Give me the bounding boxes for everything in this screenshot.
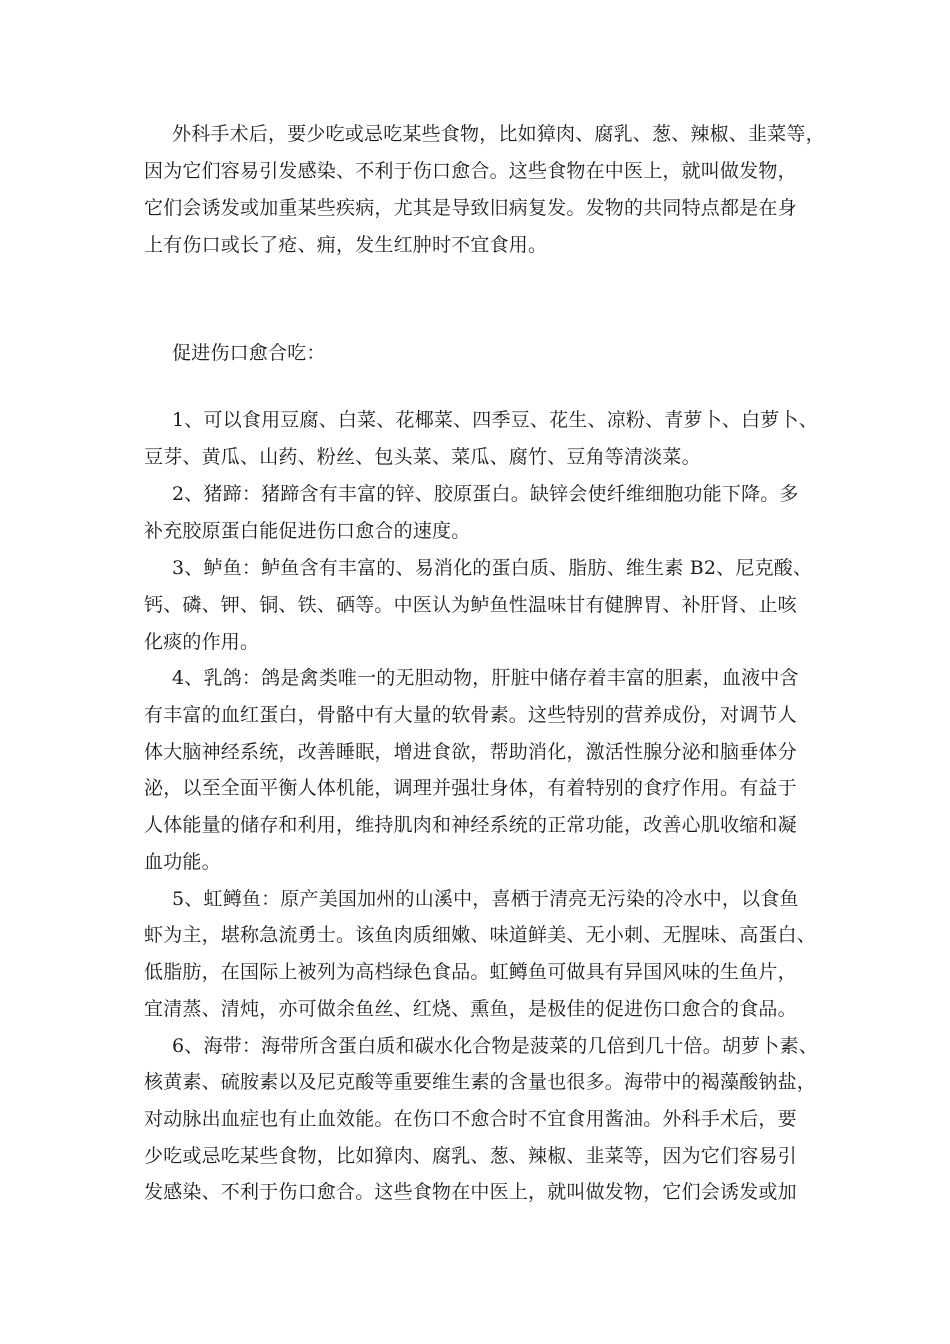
item-2-line: 2、猪蹄：猪蹄含有丰富的锌、胶原蛋白。缺锌会使纤维细胞功能下降。多	[172, 483, 799, 505]
item-3-line: 化痰的作用。	[144, 631, 260, 653]
item-6-line: 6、海带：海带所含蛋白质和碳水化合物是菠菜的几倍到几十倍。胡萝卜素、	[172, 1035, 818, 1057]
item-2-line: 补充胶原蛋白能促进伤口愈合的速度。	[144, 520, 471, 542]
item-3-line: 3、鲈鱼：鲈鱼含有丰富的、易消化的蛋白质、脂肪、维生素 B2、尼克酸、	[172, 557, 813, 579]
item-3-line: 钙、磷、钾、铜、铁、硒等。中医认为鲈鱼性温味甘有健脾胃、补肝肾、止咳	[144, 594, 797, 616]
item-6-line: 对动脉出血症也有止血效能。在伤口不愈合时不宜食用酱油。外科手术后，要	[144, 1108, 797, 1130]
item-4-line: 血功能。	[144, 851, 221, 873]
intro-line: 上有伤口或长了疮、痈，发生红肿时不宜食用。	[144, 234, 548, 256]
item-1-line: 豆芽、黄瓜、山药、粉丝、包头菜、菜瓜、腐竹、豆角等清淡菜。	[144, 446, 701, 468]
item-6-line: 核黄素、硫胺素以及尼克酸等重要维生素的含量也很多。海带中的褐藻酸钠盐，	[144, 1071, 817, 1093]
item-4-line: 4、乳鸽：鸽是禽类唯一的无胆动物，肝脏中储存着丰富的胆素，血液中含	[172, 667, 799, 689]
section-heading: 促进伤口愈合吃：	[172, 342, 326, 364]
item-6-line: 发感染、不利于伤口愈合。这些食物在中医上，就叫做发物，它们会诱发或加	[144, 1181, 797, 1203]
item-5-line: 5、虹鳟鱼：原产美国加州的山溪中，喜栖于清亮无污染的冷水中，以食鱼	[172, 888, 799, 910]
item-4-line: 体大脑神经系统，改善睡眠，增进食欲，帮助消化，激活性腺分泌和脑垂体分	[144, 741, 797, 763]
item-6-line: 少吃或忌吃某些食物，比如獐肉、腐乳、葱、辣椒、韭菜等，因为它们容易引	[144, 1145, 797, 1167]
item-1-line: 1、可以食用豆腐、白菜、花椰菜、四季豆、花生、凉粉、青萝卜、白萝卜、	[172, 409, 818, 431]
item-5-line: 虾为主，堪称急流勇士。该鱼肉质细嫩、味道鲜美、无小刺、无腥味、高蛋白、	[144, 924, 817, 946]
intro-line: 外科手术后，要少吃或忌吃某些食物，比如獐肉、腐乳、葱、辣椒、韭菜等，	[172, 123, 825, 145]
item-4-line: 人体能量的储存和利用，维持肌肉和神经系统的正常功能，改善心肌收缩和凝	[144, 814, 797, 836]
item-5-line: 低脂肪，在国际上被列为高档绿色食品。虹鳟鱼可做具有异国风味的生鱼片，	[144, 961, 797, 983]
item-4-line: 泌，以至全面平衡人体机能，调理并强壮身体，有着特别的食疗作用。有益于	[144, 777, 797, 799]
intro-line: 因为它们容易引发感染、不利于伤口愈合。这些食物在中医上，就叫做发物，	[144, 160, 797, 182]
item-4-line: 有丰富的血红蛋白，骨骼中有大量的软骨素。这些特别的营养成份，对调节人	[144, 704, 797, 726]
item-5-line: 宜清蒸、清炖，亦可做余鱼丝、红烧、熏鱼，是极佳的促进伤口愈合的食品。	[144, 998, 797, 1020]
intro-line: 它们会诱发或加重某些疾病，尤其是导致旧病复发。发物的共同特点都是在身	[144, 197, 797, 219]
